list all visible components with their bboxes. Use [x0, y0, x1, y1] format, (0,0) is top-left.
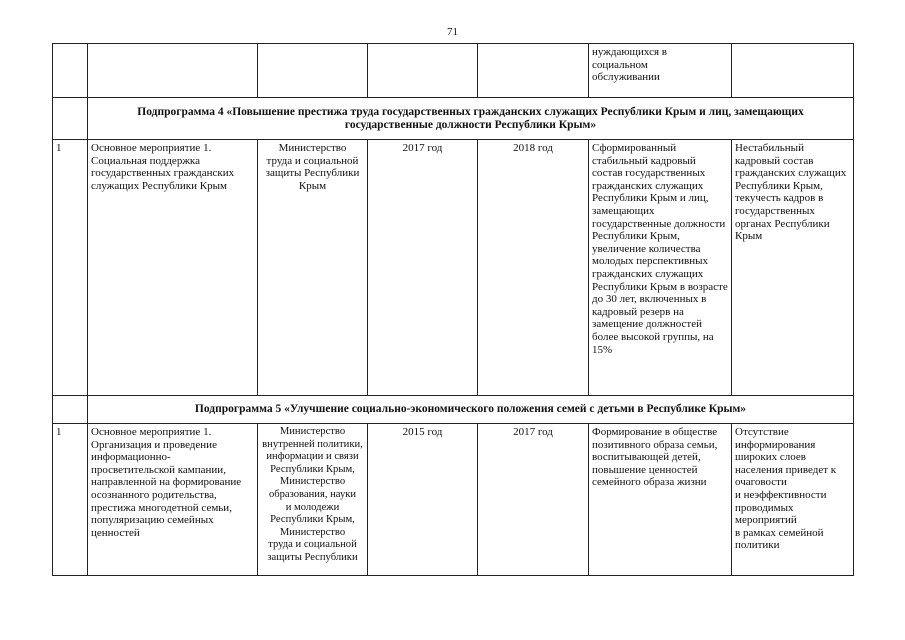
cell-start [368, 44, 478, 98]
cell-activity [88, 44, 258, 98]
table-row [53, 424, 854, 576]
row-number: 1 [53, 424, 88, 576]
subprogram-4-heading: Подпрограмма 4 «Повышение престижа труда государственных гражданских служащих Республики Крым и лиц, замещающих государственные должности Республики Крым» [88, 98, 854, 140]
cell-num [53, 396, 88, 424]
result-cell: Сформированный стабильный кадровый состав государственных гражданских служащих Республики Крым и лиц, замещающих государственные должности Республики Крым, увеличение количества молодых перспективных гражданских служащих Республики Крым в возрасте до 30 лет, включенных в кадровый резерв на замещение должностей более высокой группы, на 15% [589, 140, 732, 396]
subprogram-4-heading-row [53, 98, 854, 140]
executor-cell: Министерство внутренней политики, информации и связи Республики Крым, Министерство образования, науки и молодежи Республики Крым, Министерство труда и социальной защиты Республики [258, 424, 368, 576]
cell-executor [258, 44, 368, 98]
consequences-cell: Нестабильный кадровый состав гражданских служащих Республики Крым, текучесть кадров в государственных органах Республики Крым [732, 140, 854, 396]
subprogram-5-heading-row [53, 396, 854, 424]
cell-num [53, 98, 88, 140]
cell-end [478, 44, 589, 98]
executor-cell: Министерство труда и социальной защиты Республики Крым [258, 140, 368, 396]
result-cell: Формирование в обществе позитивного образа семьи, воспитывающей детей, повышение ценностей семейного образа жизни [589, 424, 732, 576]
cell-consequences [732, 44, 854, 98]
cell-result: нуждающихся в социальном обслуживании [589, 44, 732, 98]
start-year-cell: 2015 год [368, 424, 478, 576]
activity-cell: Основное мероприятие 1. Социальная поддержка государственных гражданских служащих Республики Крым [88, 140, 258, 396]
start-year-cell: 2017 год [368, 140, 478, 396]
activities-table [52, 43, 854, 576]
subprogram-5-heading: Подпрограмма 5 «Улучшение социально-экономического положения семей с детьми в Республике Крым» [88, 396, 854, 424]
activity-cell: Основное мероприятие 1. Организация и проведение информационно-просветительской кампании, направленной на формирование осознанного родительства, престижа многодетной семьи, популяризацию семейных ценностей [88, 424, 258, 576]
row-number: 1 [53, 140, 88, 396]
cell-num [53, 44, 88, 98]
consequences-cell: Отсутствие информирования широких слоев населения приведет к очаговости и неэффективности проводимых мероприятий в рамках семейной политики [732, 424, 854, 576]
table-row-carryover [53, 44, 854, 98]
end-year-cell: 2018 год [478, 140, 589, 396]
table-row [53, 140, 854, 396]
page-number: 71 [447, 26, 458, 38]
end-year-cell: 2017 год [478, 424, 589, 576]
